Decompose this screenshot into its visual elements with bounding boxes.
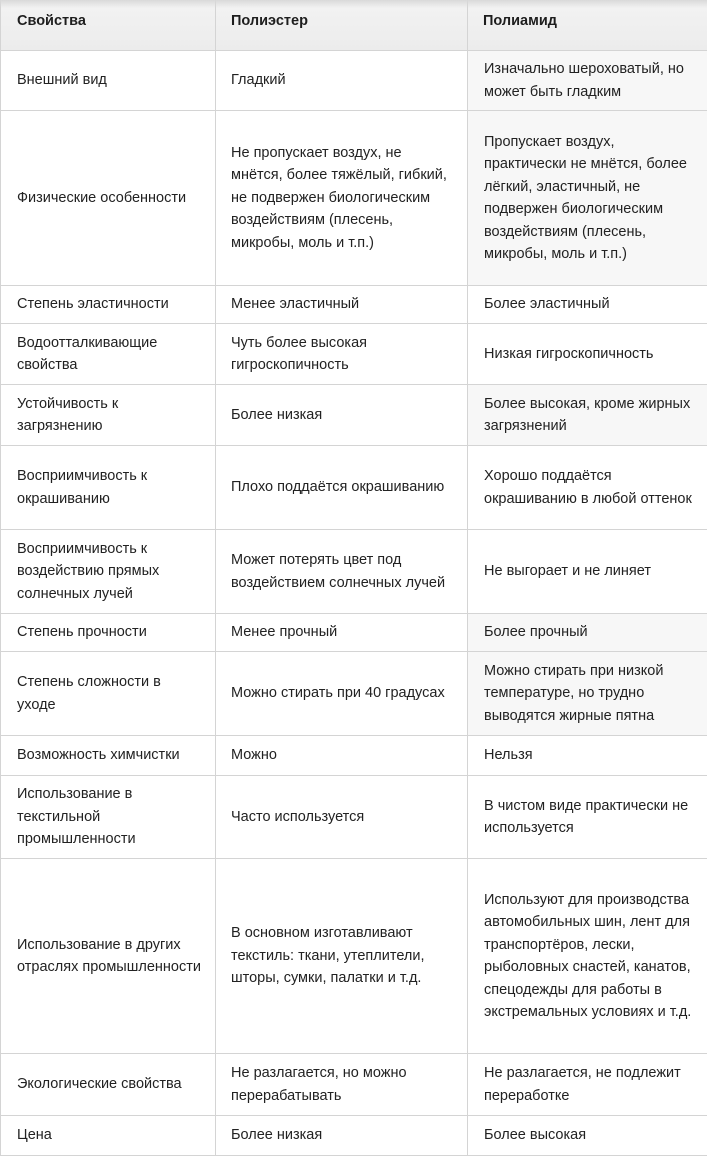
property-cell: Степень эластичности [1, 286, 216, 324]
polyamide-cell: Не разлагается, не подлежит переработке [468, 1054, 707, 1116]
polyester-cell: Можно [216, 736, 468, 776]
property-cell: Устойчивость к загрязнению [1, 385, 216, 446]
table-row [1, 111, 707, 286]
table-row [1, 1054, 707, 1116]
property-cell: Цена [1, 1116, 216, 1156]
polyamide-cell: Можно стирать при низкой температуре, но трудно выводятся жирные пятна [468, 652, 707, 736]
property-cell: Использование в текстильной промышленности [1, 776, 216, 859]
property-cell: Степень сложности в уходе [1, 652, 216, 736]
polyester-cell: Менее прочный [216, 614, 468, 652]
polyamide-cell: Изначально шероховатый, но может быть гладким [468, 51, 707, 111]
table-row [1, 614, 707, 652]
property-cell: Восприимчивость к окрашиванию [1, 446, 216, 530]
polyester-cell: Менее эластичный [216, 286, 468, 324]
table-row [1, 776, 707, 859]
property-cell: Использование в других отраслях промышленности [1, 859, 216, 1054]
polyester-cell: Чуть более высокая гигроскопичность [216, 324, 468, 385]
property-cell: Степень прочности [1, 614, 216, 652]
polyamide-cell: Более прочный [468, 614, 707, 652]
polyamide-cell: Используют для производства автомобильных шин, лент для транспортёров, лески, рыболовных снастей, канатов, спецодежды для работы в экстремальных условиях и т.д. [468, 859, 707, 1054]
property-cell: Восприимчивость к воздействию прямых солнечных лучей [1, 530, 216, 614]
header-row [1, 0, 707, 51]
polyester-cell: Не разлагается, но можно перерабатывать [216, 1054, 468, 1116]
polyester-cell: Более низкая [216, 385, 468, 446]
polyester-cell: Можно стирать при 40 градусах [216, 652, 468, 736]
table-row [1, 736, 707, 776]
polyamide-cell: Более эластичный [468, 286, 707, 324]
polyamide-cell: Более высокая [468, 1116, 707, 1156]
property-cell: Внешний вид [1, 51, 216, 111]
polyester-cell: В основном изготавливают текстиль: ткани, утеплители, шторы, сумки, палатки и т.д. [216, 859, 468, 1054]
polyamide-cell: Нельзя [468, 736, 707, 776]
polyester-cell: Может потерять цвет под воздействием солнечных лучей [216, 530, 468, 614]
polyester-cell: Не пропускает воздух, не мнётся, более тяжёлый, гибкий, не подвержен биологическим воздействиям (плесень, микробы, моль и т.п.) [216, 111, 468, 286]
polyester-cell: Гладкий [216, 51, 468, 111]
table-row [1, 324, 707, 385]
table-row [1, 385, 707, 446]
polyester-cell: Более низкая [216, 1116, 468, 1156]
polyester-cell: Плохо поддаётся окрашиванию [216, 446, 468, 530]
table-row [1, 51, 707, 111]
table-row [1, 446, 707, 530]
table-row [1, 1116, 707, 1156]
header-polyester: Полиэстер [216, 0, 468, 51]
table-row [1, 859, 707, 1054]
polyamide-cell: Пропускает воздух, практически не мнётся, более лёгкий, эластичный, не подвержен биологическим воздействиям (плесень, микробы, моль и т.п.) [468, 111, 707, 286]
property-cell: Водоотталкивающие свойства [1, 324, 216, 385]
table-row [1, 530, 707, 614]
header-properties: Свойства [1, 0, 216, 51]
polyamide-cell: В чистом виде практически не используется [468, 776, 707, 859]
table-row [1, 286, 707, 324]
polyamide-cell: Низкая гигроскопичность [468, 324, 707, 385]
table-row [1, 652, 707, 736]
header-polyamide: Полиамид [468, 0, 707, 51]
polyamide-cell: Не выгорает и не линяет [468, 530, 707, 614]
property-cell: Физические особенности [1, 111, 216, 286]
polyamide-cell: Более высокая, кроме жирных загрязнений [468, 385, 707, 446]
property-cell: Экологические свойства [1, 1054, 216, 1116]
polyamide-cell: Хорошо поддаётся окрашиванию в любой оттенок [468, 446, 707, 530]
property-cell: Возможность химчистки [1, 736, 216, 776]
polyester-cell: Часто используется [216, 776, 468, 859]
